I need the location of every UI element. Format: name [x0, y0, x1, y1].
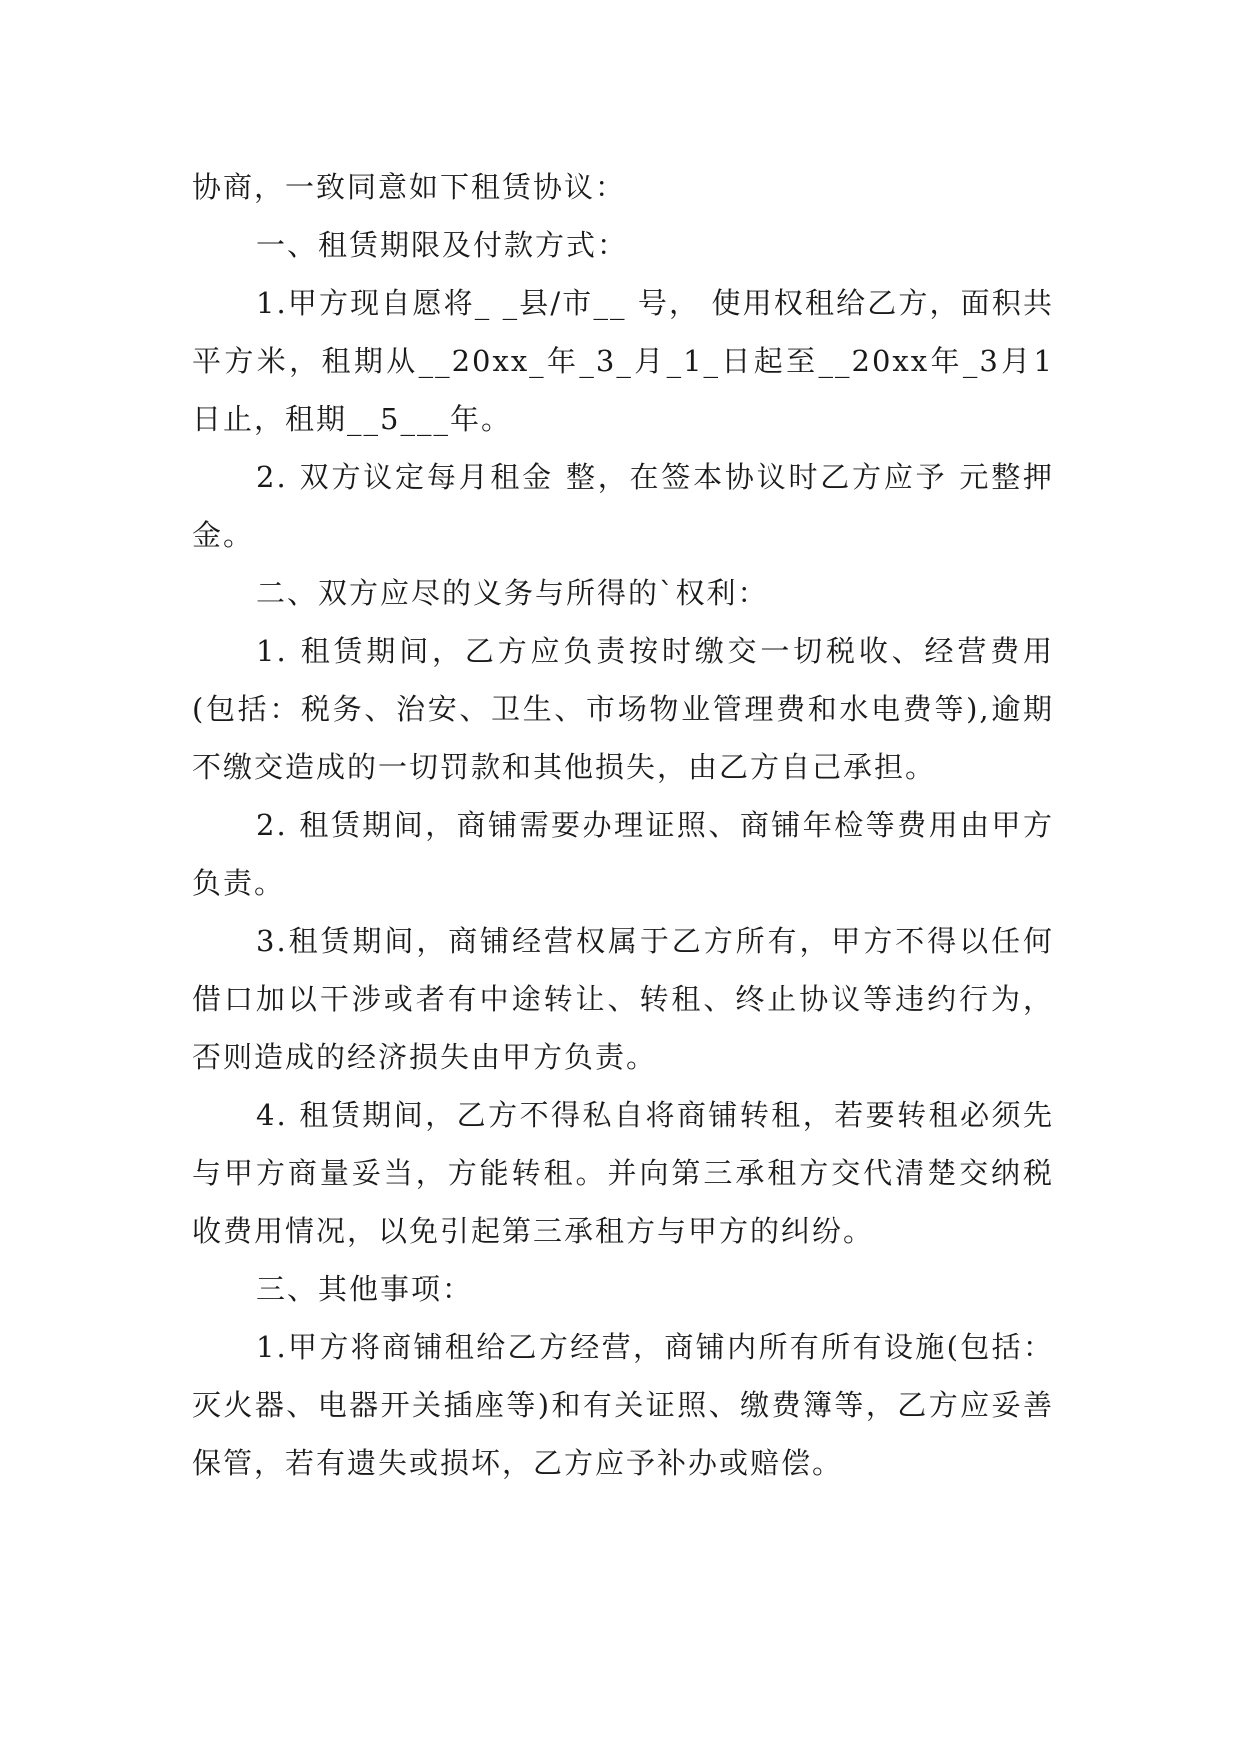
clause-2-3: 3.租赁期间，商铺经营权属于乙方所有，甲方不得以任何借口加以干涉或者有中途转让、转租、终止协议等违约行为，否则造成的经济损失由甲方负责。	[192, 924, 1054, 1074]
clause-3-1: 1.甲方将商铺租给乙方经营，商铺内所有所有设施(包括：灭火器、电器开关插座等)和有关证照、缴费簿等，乙方应妥善保管，若有遗失或损坏，乙方应予补办或赔偿。	[192, 1330, 1054, 1480]
clause-2-4: 4. 租赁期间，乙方不得私自将商铺转租，若要转租必须先与甲方商量妥当，方能转租。并向第三承租方交代清楚交纳税收费用情况，以免引起第三承租方与甲方的纠纷。	[192, 1098, 1054, 1248]
section-heading-lease-term: 一、租赁期限及付款方式：	[256, 228, 629, 262]
paragraph-intro: 协商，一致同意如下租赁协议：	[192, 170, 627, 204]
clause-2-2: 2. 租赁期间，商铺需要办理证照、商铺年检等费用由甲方负责。	[192, 808, 1054, 900]
section-heading-other-matters: 三、其他事项：	[256, 1272, 474, 1306]
clause-1-2: 2. 双方议定每月租金 整，在签本协议时乙方应予 元整押金。	[192, 460, 1054, 552]
clause-2-1: 1. 租赁期间，乙方应负责按时缴交一切税收、经营费用(包括：税务、治安、卫生、市场物业管理费和水电费等),逾期不缴交造成的一切罚款和其他损失，由乙方自己承担。	[192, 634, 1054, 784]
document-body	[192, 158, 1054, 1492]
section-heading-obligations: 二、双方应尽的义务与所得的`权利：	[256, 576, 769, 610]
clause-1-1: 1.甲方现自愿将_ _县/市__ 号， 使用权租给乙方，面积共 平方米，租期从__20xx_年_3_月_1_日起至__20xx年_3月1日止，租期__5___年。	[192, 286, 1054, 436]
